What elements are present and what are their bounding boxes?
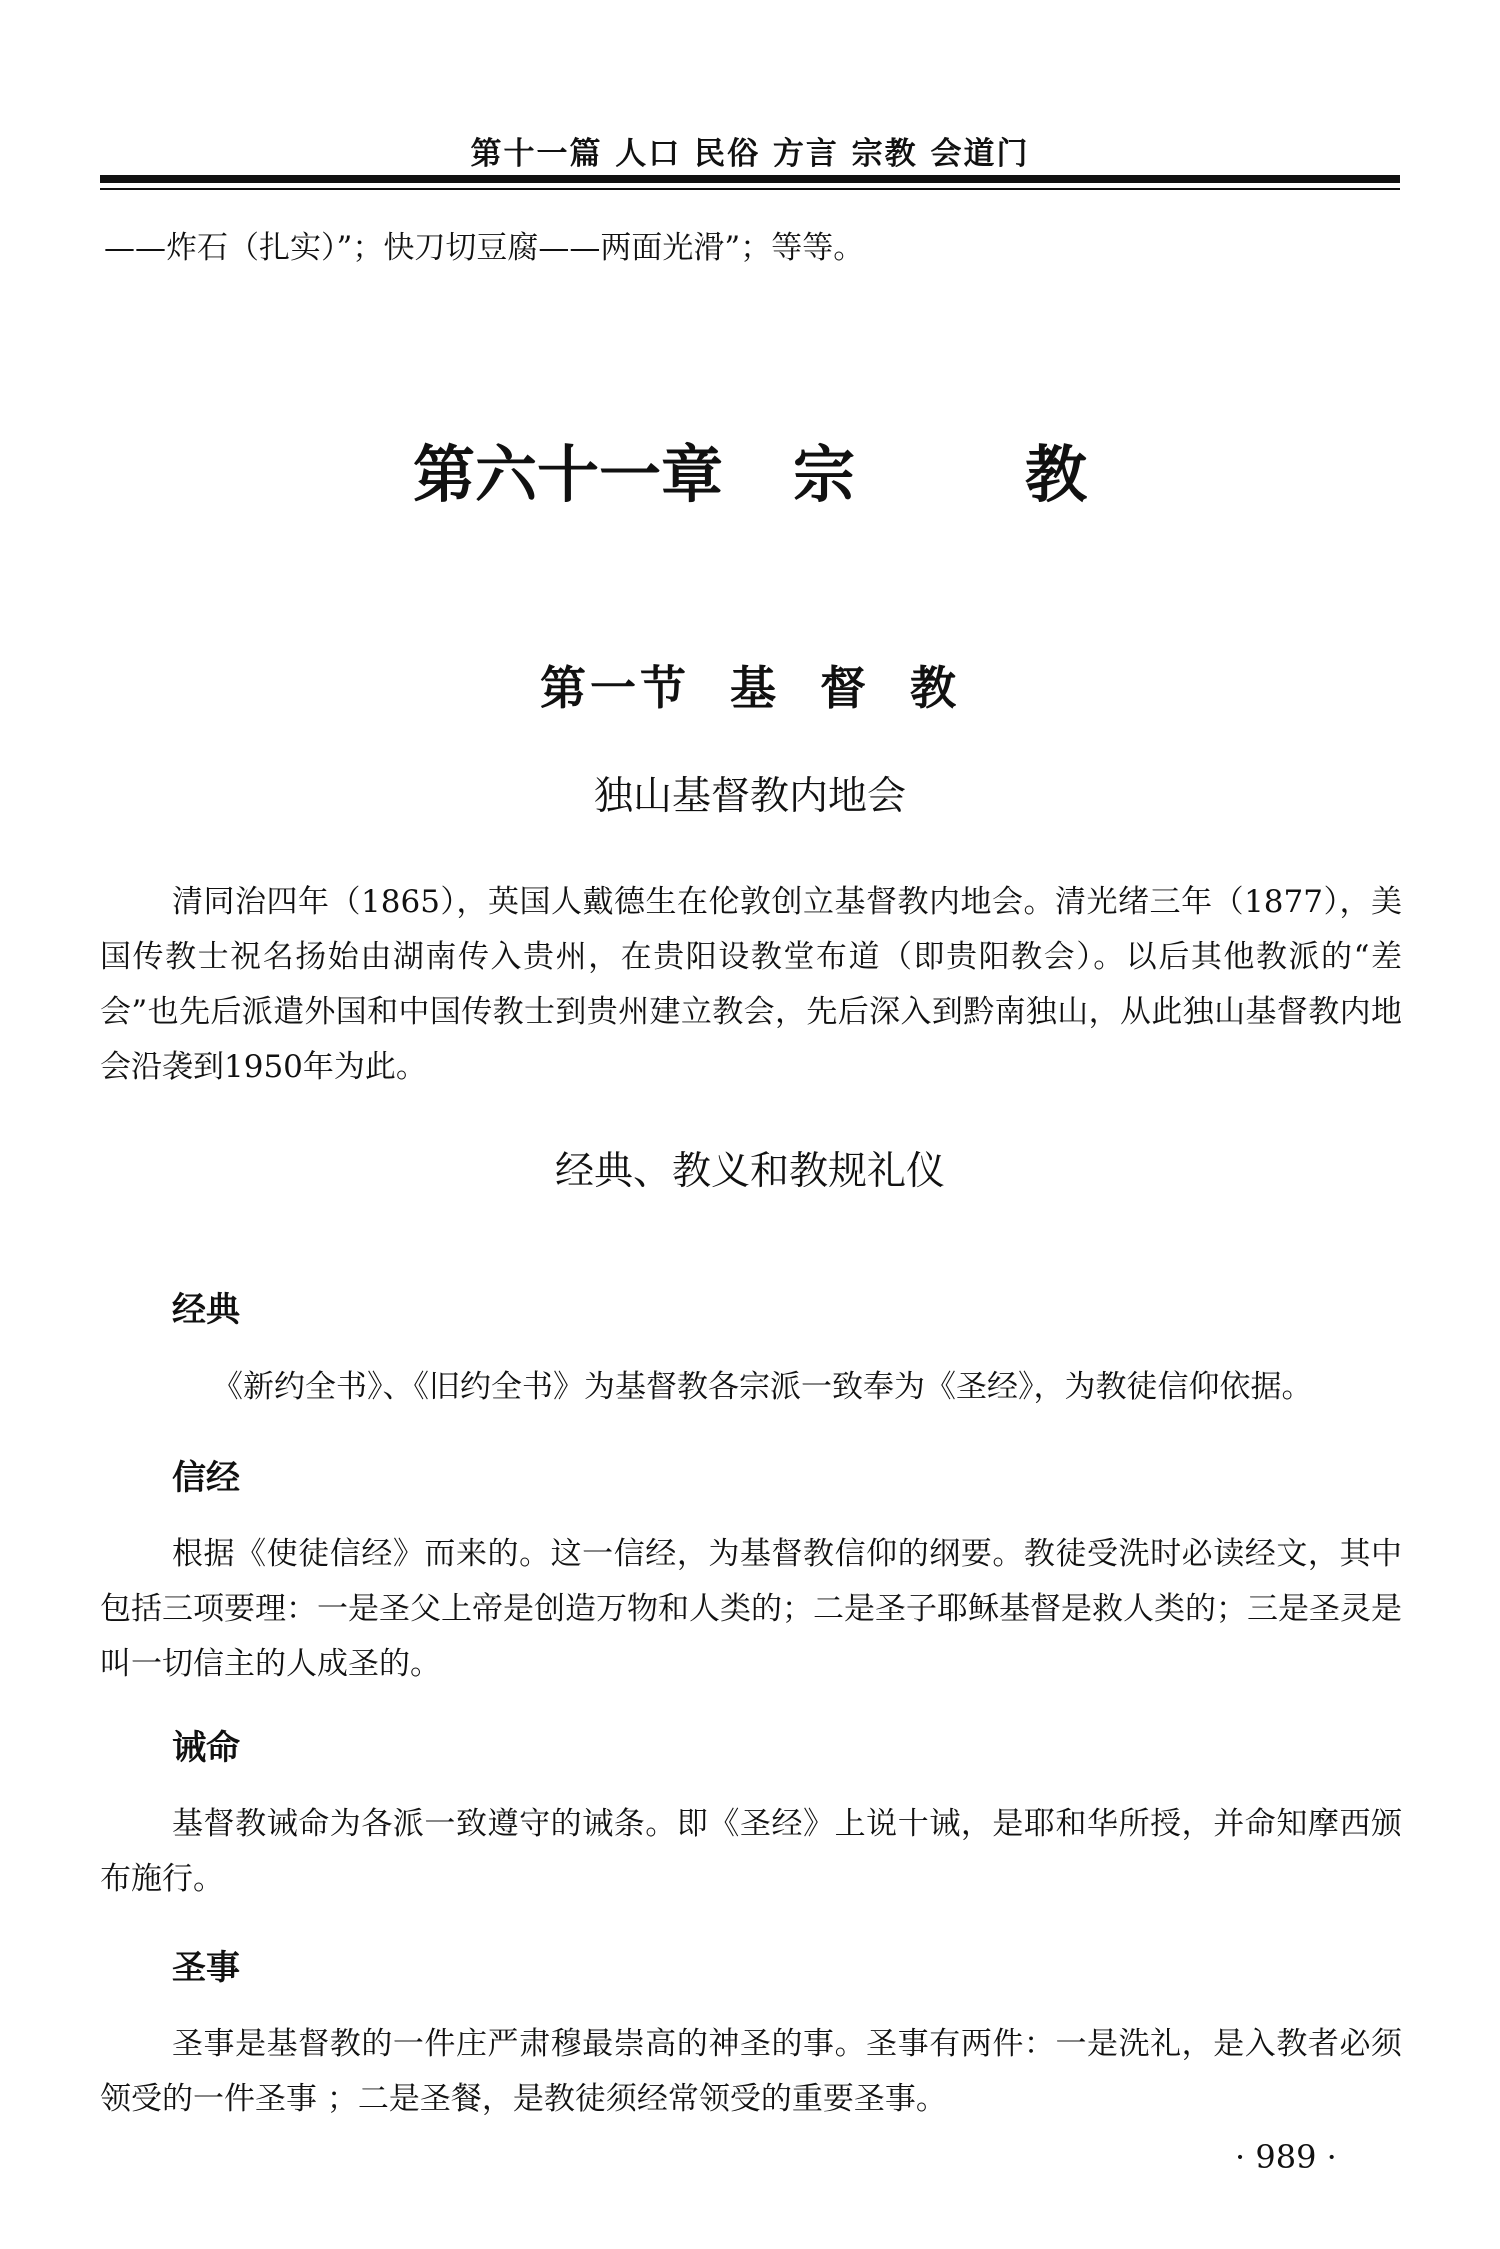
chapter-title — [100, 425, 1400, 514]
running-head: 第十一篇 人口 民俗 方言 宗教 会道门 — [470, 136, 1030, 172]
section-char-2: 督 — [820, 661, 870, 715]
section-number: 第一节 — [540, 661, 690, 715]
header-rule-thick — [100, 175, 1400, 183]
item-text-sacraments: 圣事是基督教的一件庄严肃穆最崇高的神圣的事。圣事有两件：一是洗礼，是入教者必须领受的一件圣事 ；二是圣餐，是教徒须经常领受的重要圣事。 — [100, 2026, 1402, 2117]
chapter-number: 第六十一章 — [412, 438, 723, 511]
item-text-creed: 根据《使徒信经》而来的。这一信经，为基督教信仰的纲要。教徒受洗时必读经文，其中包括三项要理：一是圣父上帝是创造万物和人类的；二是圣子耶稣基督是救人类的；三是圣灵是叫一切信主的人成圣的。 — [100, 1536, 1402, 1682]
section-char-3: 教 — [910, 661, 960, 715]
chapter-title-part1: 宗 — [792, 438, 855, 511]
section-char-1: 基 — [730, 661, 780, 715]
item-heading-sacraments: 圣事 — [172, 1948, 240, 1988]
item-text-scripture: 《新约全书》、《旧约全书》为基督教各宗派一致奉为《圣经》，为教徒信仰依据。 — [212, 1369, 1313, 1405]
chapter-title-part2: 教 — [1025, 438, 1088, 511]
intro-paragraph: 清同治四年（1865），英国人戴德生在伦敦创立基督教内地会。清光绪三年（1877），美国传教士祝名扬始由湖南传入贵州，在贵阳设教堂布道（即贵阳教会）。以后其他教派的“差会”也先后派遣外国和中国传教士到贵州建立教会，先后深入到黔南独山，从此独山基督教内地会沿袭到1950年为此。 — [100, 884, 1402, 1085]
item-heading-scripture: 经典 — [172, 1290, 240, 1330]
section-title — [100, 652, 1400, 718]
item-heading-creed: 信经 — [172, 1458, 240, 1498]
header-rule-thin — [100, 188, 1400, 190]
item-heading-commandments: 诫命 — [172, 1728, 240, 1768]
page-number: · 989 · — [1235, 2138, 1337, 2176]
carryover-line: ——炸石（扎实）”；快刀切豆腐——两面光滑”；等等。 — [104, 230, 865, 266]
subhead-inland-mission: 独山基督教内地会 — [593, 774, 906, 819]
subhead-scripture-doctrine: 经典、教义和教规礼仪 — [554, 1149, 945, 1194]
item-text-commandments: 基督教诫命为各派一致遵守的诫条。即《圣经》上说十诫，是耶和华所授，并命知摩西颁布施行。 — [100, 1806, 1402, 1897]
